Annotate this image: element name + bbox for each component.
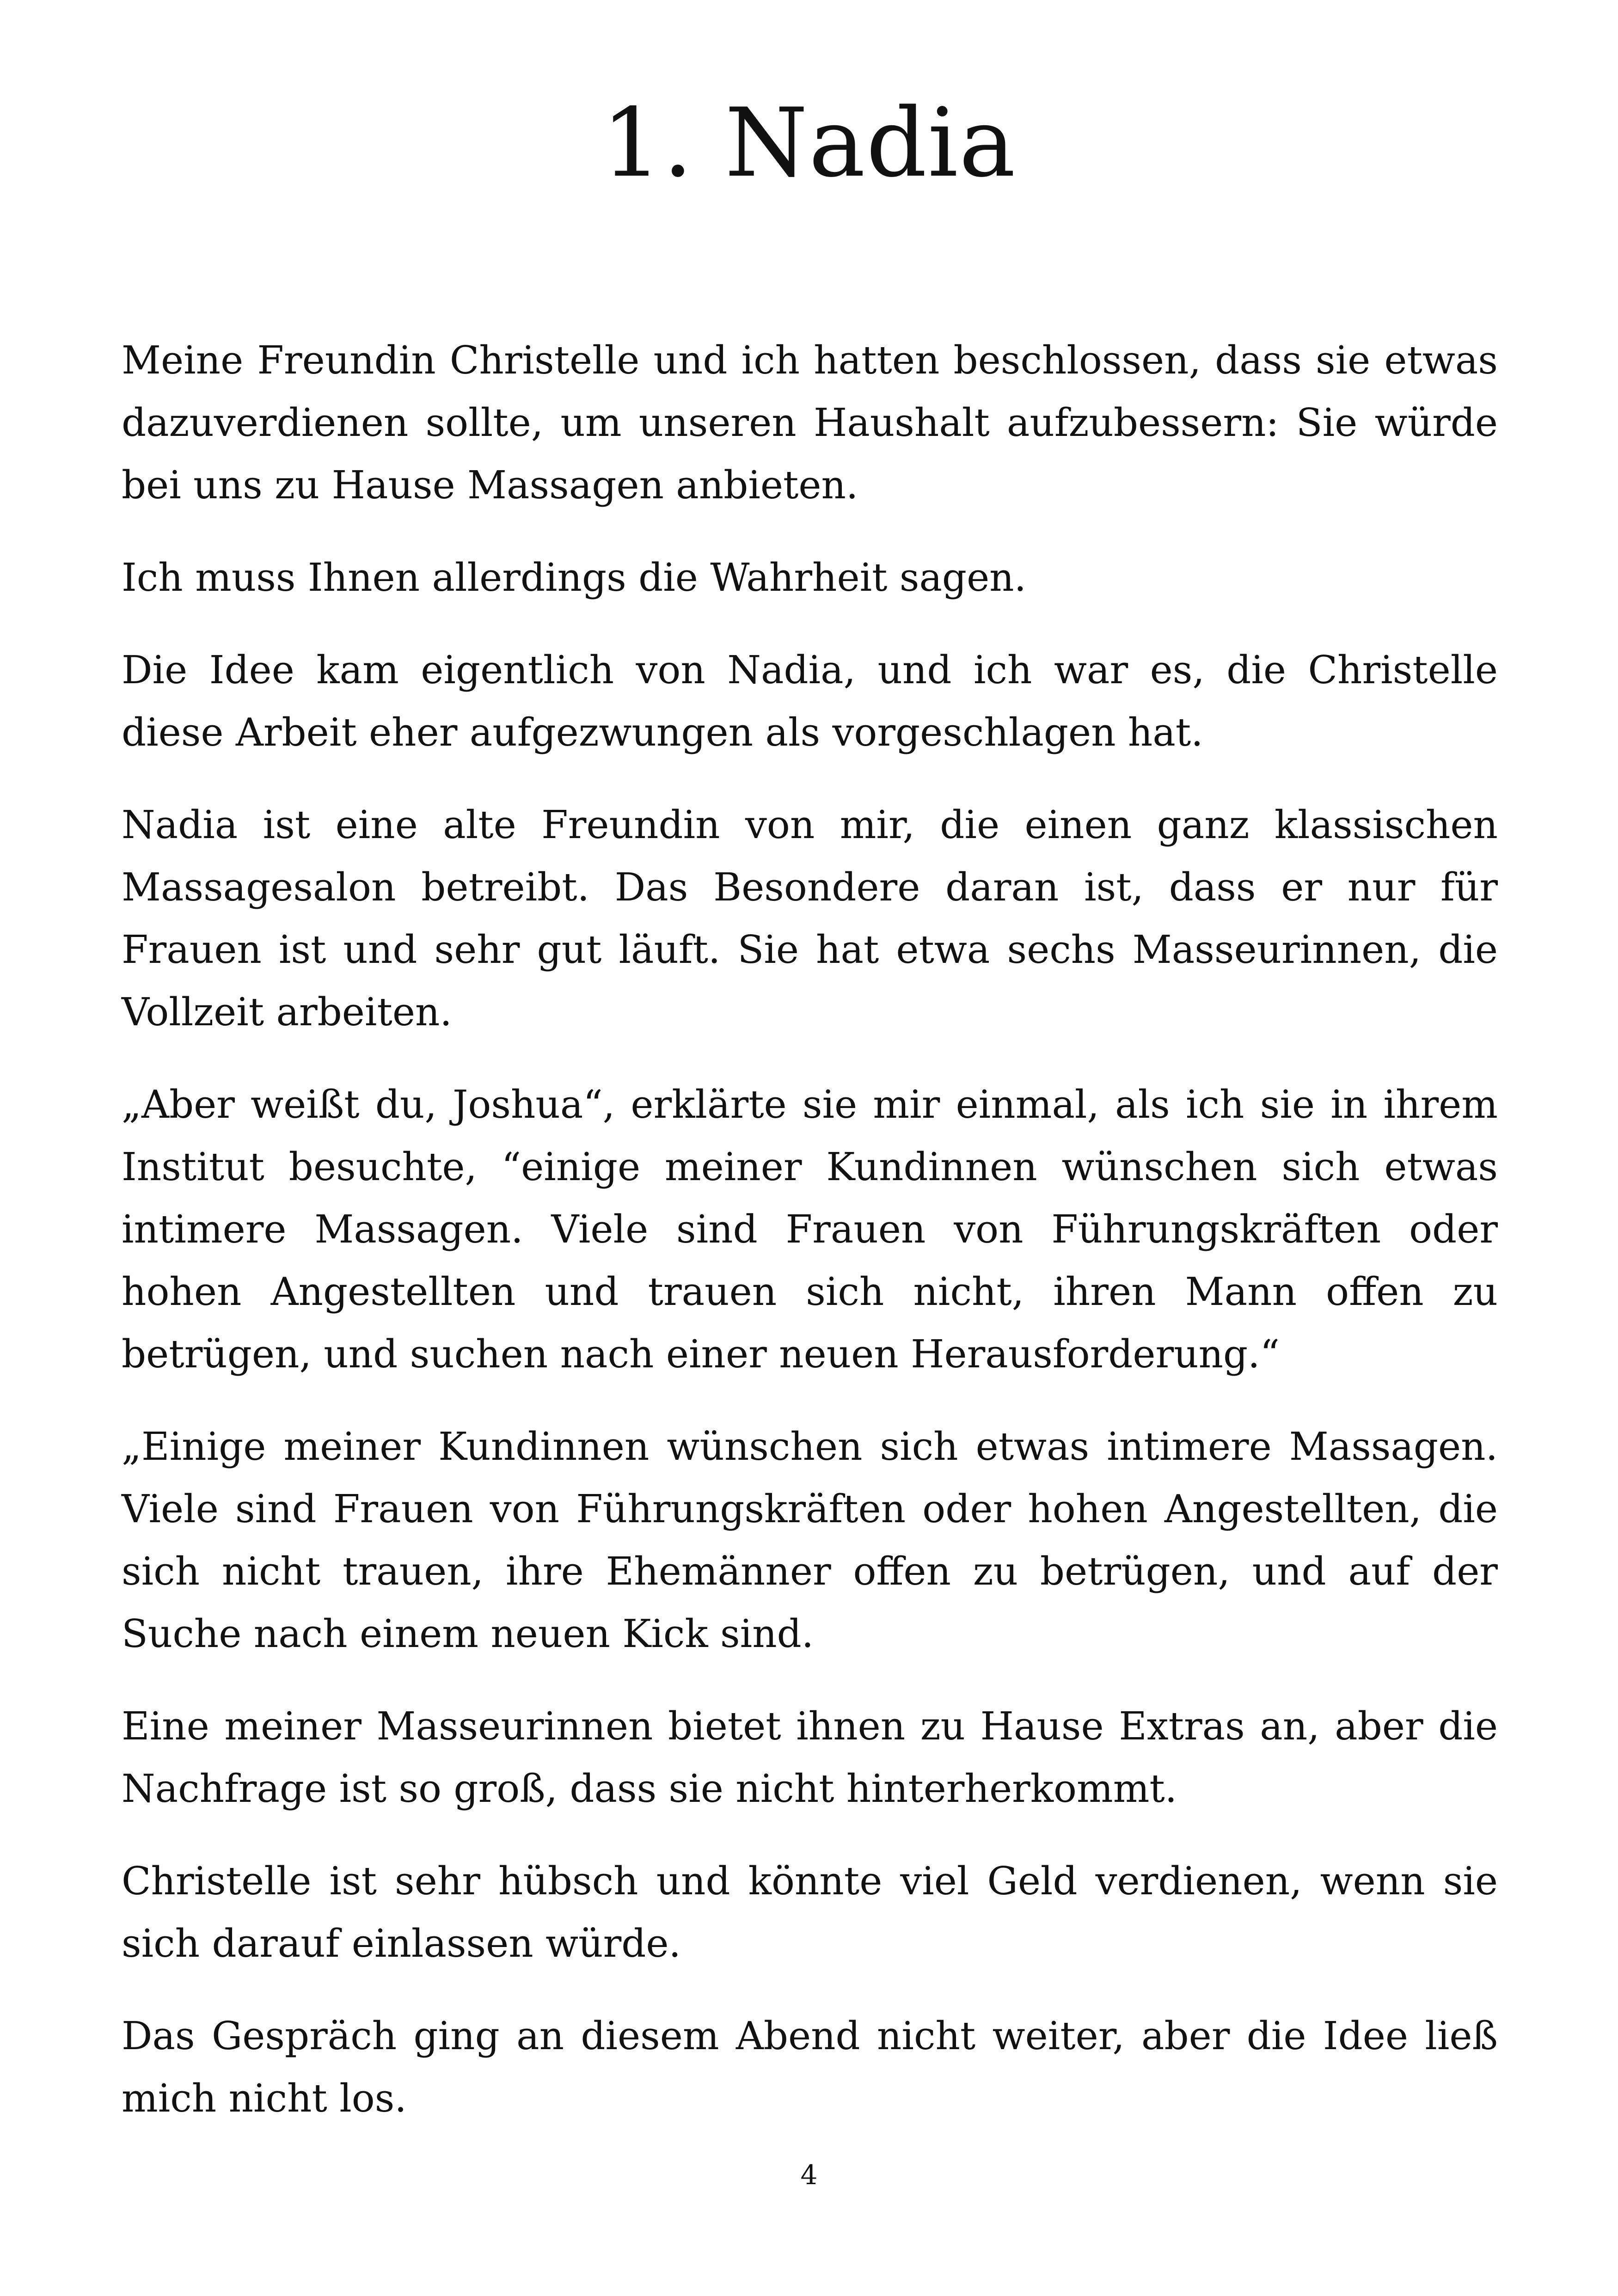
paragraph: „Aber weißt du, Joshua“, erklärte sie mir einmal, als ich sie in ihrem Institut besuchte, “einige meiner Kundinnen wünschen sich etwas intimere Massagen. Viele sind Frauen von Führungskräften oder hohen Angestellten und trauen sich nicht, ihren Mann offen zu betrügen, und suchen nach einer neuen Herausforderung.“	[122, 1082, 1498, 1377]
chapter-body	[122, 329, 1498, 2160]
paragraph: Ich muss Ihnen allerdings die Wahrheit sagen.	[122, 555, 1027, 600]
paragraph: Christelle ist sehr hübsch und könnte viel Geld verdienen, wenn sie sich darauf einlassen würde.	[122, 1859, 1498, 1966]
paragraph: Meine Freundin Christelle und ich hatten beschlossen, dass sie etwas dazuverdienen sollte, um unseren Haushalt aufzubessern: Sie würde bei uns zu Hause Massagen anbieten.	[122, 338, 1498, 508]
paragraph: Die Idee kam eigentlich von Nadia, und ich war es, die Christelle diese Arbeit eher aufgezwungen als vorgeschlagen hat.	[122, 648, 1498, 755]
paragraph: Das Gespräch ging an diesem Abend nicht weiter, aber die Idee ließ mich nicht los.	[122, 2014, 1498, 2121]
paragraph: Eine meiner Masseurinnen bietet ihnen zu Hause Extras an, aber die Nachfrage ist so groß, dass sie nicht hinterherkommt.	[122, 1704, 1498, 1811]
chapter-title: 1. Nadia	[601, 88, 1017, 198]
paragraph: „Einige meiner Kundinnen wünschen sich etwas intimere Massagen. Viele sind Frauen von Führungskräften oder hohen Angestellten, die sich nicht trauen, ihre Ehemänner offen zu betrügen, und auf der Suche nach einem neuen Kick sind.	[122, 1424, 1498, 1656]
paragraph: Nadia ist eine alte Freundin von mir, die einen ganz klassischen Massagesalon betreibt. Das Besondere daran ist, dass er nur für Frauen ist und sehr gut läuft. Sie hat etwa sechs Masseurinnen, die Vollzeit arbeiten.	[122, 802, 1498, 1035]
page-number: 4	[800, 2159, 818, 2191]
